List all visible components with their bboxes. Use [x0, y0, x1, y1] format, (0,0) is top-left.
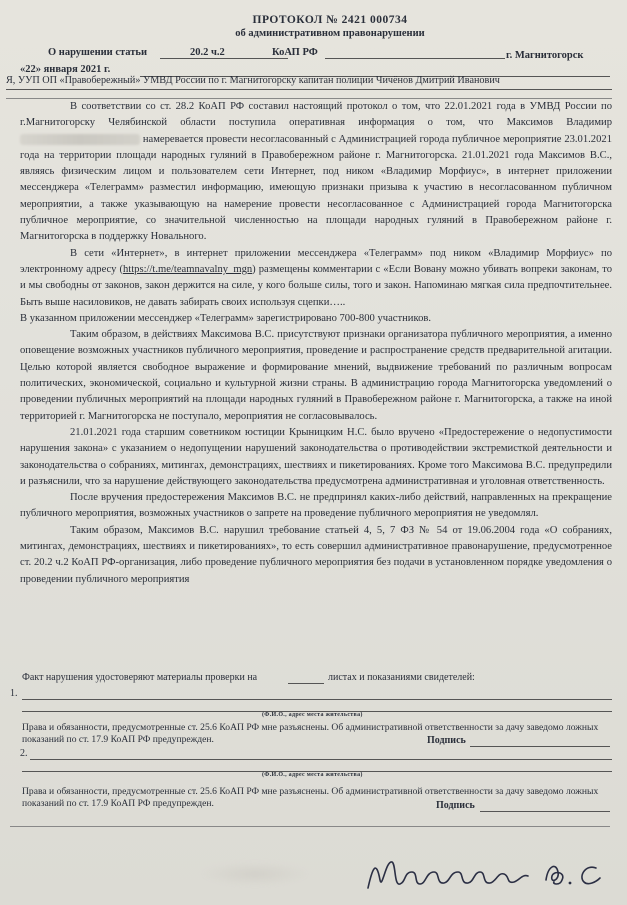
redacted-area	[200, 862, 310, 886]
code-line	[325, 58, 505, 59]
paragraph-5: 21.01.2021 года старшим советником юстиции Крыницким Н.С. было вручено «Предостережение о недопустимости нарушения закона» с указанием о недопущении нарушений законодательства о противодействии экстремисткой деятельности и законодательства о собраниях, митингах, демонстрациях, шествиях и пикетированиях. Кроме того Максимова В.С. предупредили и разъяснили, что за нарушение действующего законодательства предусмотрена административная и уголовная ответственность.	[20, 426, 612, 487]
officer-line: Я, УУП ОП «Правобережный» УМВД России по г. Магнитогорску капитан полиции Чичёнов Дмитрий Иванович	[6, 75, 500, 86]
signature-stroke-3	[582, 867, 600, 883]
paragraph-2-end: ) размещены комментарии с «Если Вовану можно убивать вопреки законам, то и мы свободны от законов, закон держится на силе, у кого больше силы, того и закон. Напоминаю мягкая сила предпочтительнее. Быть выше насиловиков, не давать забирать своих используя сцепки…..	[20, 263, 612, 308]
signature-stroke-1	[368, 862, 528, 888]
paragraph-1-start: В соответствии со ст. 28.2 КоАП РФ составил настоящий протокол о том, что 22.01.2021 года в УМВД России по г.Магнитогорску Челябинской области поступила оперативная информация о том, что Максимов Владимир	[20, 101, 612, 129]
witness-1-line[interactable]	[22, 699, 612, 700]
witness-1-signature-line[interactable]	[470, 746, 610, 747]
redacted-patronymic	[20, 134, 140, 145]
paragraph-1-end: намеревается провести несогласованный с Администрацией города публичное мероприятие 23.01.2021 года на территории площади народных гуляний в Правобережном районе г. Магнитогорска. 21.01.2021 года Максимов В.С., являясь физическим лицом и пользователем сети Интернет, под ником «Владимир Морфиус», в интернет приложении мессенджера «Телеграмм» разместил информацию, имеющую признаки призыва к участию в несогласованном публичном мероприятии, а также указывающую на намерение провести несогласованное с Администрацией города Магнитогорска публичное мероприятие, со значительной численностью на площади народных гуляний в Правобережном районе г. Магнитогорска в поддержку Новального.	[20, 133, 612, 243]
paragraph-3: В указанном приложении мессенджер «Телеграмм» зарегистрировано 700-800 участников.	[20, 312, 432, 324]
telegram-link[interactable]: https://t.me/teamnavalny_mgn	[123, 263, 253, 275]
handwritten-signature	[360, 850, 620, 900]
witness-2-signature-line[interactable]	[480, 811, 610, 812]
violation-article: 20.2 ч.2	[190, 47, 225, 58]
fact-label-end: листах и показаниями свидетелей:	[328, 672, 475, 683]
witness-1-rights: Права и обязанности, предусмотренные ст. 25.6 КоАП РФ мне разъяснены. Об административной ответственности за дачу заведомо ложных показаний по ст. 17.9 КоАП РФ предупрежден.	[22, 722, 599, 745]
paragraph-2-start: В сети «Интернет», в интернет приложении мессенджера «Телеграмм» под ником «Владимир Морфиус» по электронному адресу (	[20, 247, 612, 275]
violation-label: О нарушении статьи	[48, 47, 148, 58]
document-subtitle: об административном правонарушении	[235, 28, 425, 39]
sheets-count-line	[288, 683, 324, 684]
witness-2-rights: Права и обязанности, предусмотренные ст. 25.6 КоАП РФ мне разъяснены. Об административной ответственности за дачу заведомо ложных показаний по ст. 17.9 КоАП РФ предупрежден.	[22, 786, 599, 809]
witness-1-signature-label: Подпись	[427, 735, 466, 746]
protocol-date: «22» января 2021 г.	[20, 64, 111, 75]
signature-stroke-2	[546, 866, 563, 884]
violation-article-line	[160, 58, 288, 59]
document-title: ПРОТОКОЛ № 2421 000734	[252, 14, 408, 26]
witness-2-caption: (Ф.И.О., адрес места жительства)	[262, 772, 363, 778]
officer-underline	[6, 89, 612, 90]
witness-2-signature-label: Подпись	[436, 800, 475, 811]
witness-2-number: 2.	[20, 748, 28, 759]
signature-dot	[569, 882, 572, 885]
paragraph-7: Таким образом, Максимов В.С. нарушил требование статьей 4, 5, 7 ФЗ № 54 от 19.06.2004 года «О собраниях, митингах, демонстрациях, шествиях и пикетированиях», то есть совершил административное правонарушение, предусмотренное ст. 20.2 ч.2 КоАП РФ-организация, либо проведение публичного мероприятия без подачи в установленном порядке уведомления о проведении публичного мероприятия	[20, 524, 612, 585]
witness-1-caption: (Ф.И.О., адрес места жительства)	[262, 712, 363, 718]
witness-1-number: 1.	[10, 688, 18, 699]
paragraph-4: Таким образом, в действиях Максимова В.С. присутствуют признаки организатора публичного мероприятия, а именно оповещение возможных участников публичного мероприятия, проведение и распространение средств предварительной агитации. Целью которой является свободное выражение и формирование мнений, выдвижение требований по различным вопросам политических, экономической, социально и культурной жизни страны. В администрацию города Магнитогорска уведомлений о проведении публичных мероприятий на площади народных гуляний в Правобережном районе г. Магнитогорска, а также на иной территорией г. Магнитогорска не поступало, мероприятия не согласовывалось.	[20, 329, 612, 422]
bottom-rule	[10, 826, 610, 827]
witness-2-line[interactable]	[30, 759, 612, 760]
city: г. Магнитогорск	[506, 50, 584, 61]
protocol-body	[20, 99, 612, 588]
paragraph-6: После вручения предостережения Максимов В.С. не предпринял каких-либо действий, направленных на прекращение публичного мероприятия, возможных участников о запрете на проведение публичного мероприятия не уведомлял.	[20, 492, 612, 520]
fact-label-start: Факт нарушения удостоверяют материалы проверки на	[22, 672, 258, 683]
code-name: КоАП РФ	[272, 47, 318, 58]
